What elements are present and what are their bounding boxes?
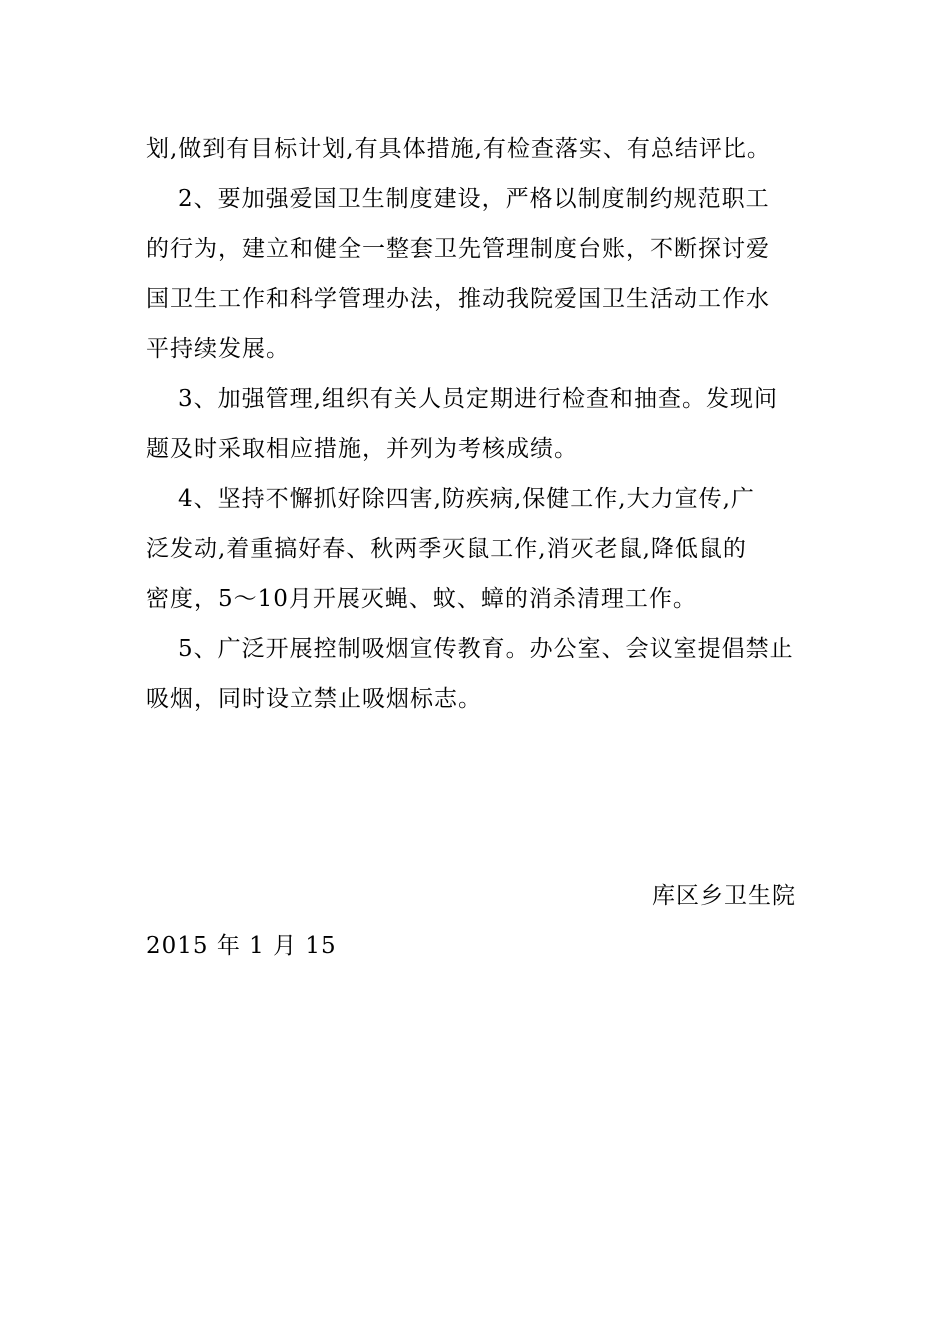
item-4-line-2: 泛发动,着重搞好春、秋两季灭鼠工作,消灭老鼠,降低鼠的 [146,536,747,562]
item-4-line-3: 密度，5～10月开展灭蝇、蚊、蟑的消杀清理工作。 [146,586,697,612]
item-2-line-4: 平持续发展。 [146,336,290,362]
item-2-line-1: 2、要加强爱国卫生制度建设，严格以制度制约规范职工 [178,186,770,212]
document-date: 2015 年 1 月 15 [146,933,337,959]
item-3-line-1: 3、加强管理,组织有关人员定期进行检查和抽查。发现问 [178,386,778,412]
item-5-line-2: 吸烟，同时设立禁止吸烟标志。 [146,686,482,712]
item-2-line-3: 国卫生工作和科学管理办法，推动我院爱国卫生活动工作水 [146,286,770,312]
document-body [146,124,808,724]
item-3-line-2: 题及时采取相应措施，并列为考核成绩。 [146,436,578,462]
item-5-line-1: 5、广泛开展控制吸烟宣传教育。办公室、会议室提倡禁止 [178,636,794,662]
body-line-1: 划,做到有目标计划,有具体措施,有检查落实、有总结评比。 [146,136,771,162]
item-2-line-2: 的行为，建立和健全一整套卫先管理制度台账，不断探讨爱 [146,236,770,262]
signature-organization: 库区乡卫生院 [652,883,796,909]
item-4-line-1: 4、坚持不懈抓好除四害,防疾病,保健工作,大力宣传,广 [178,486,755,512]
